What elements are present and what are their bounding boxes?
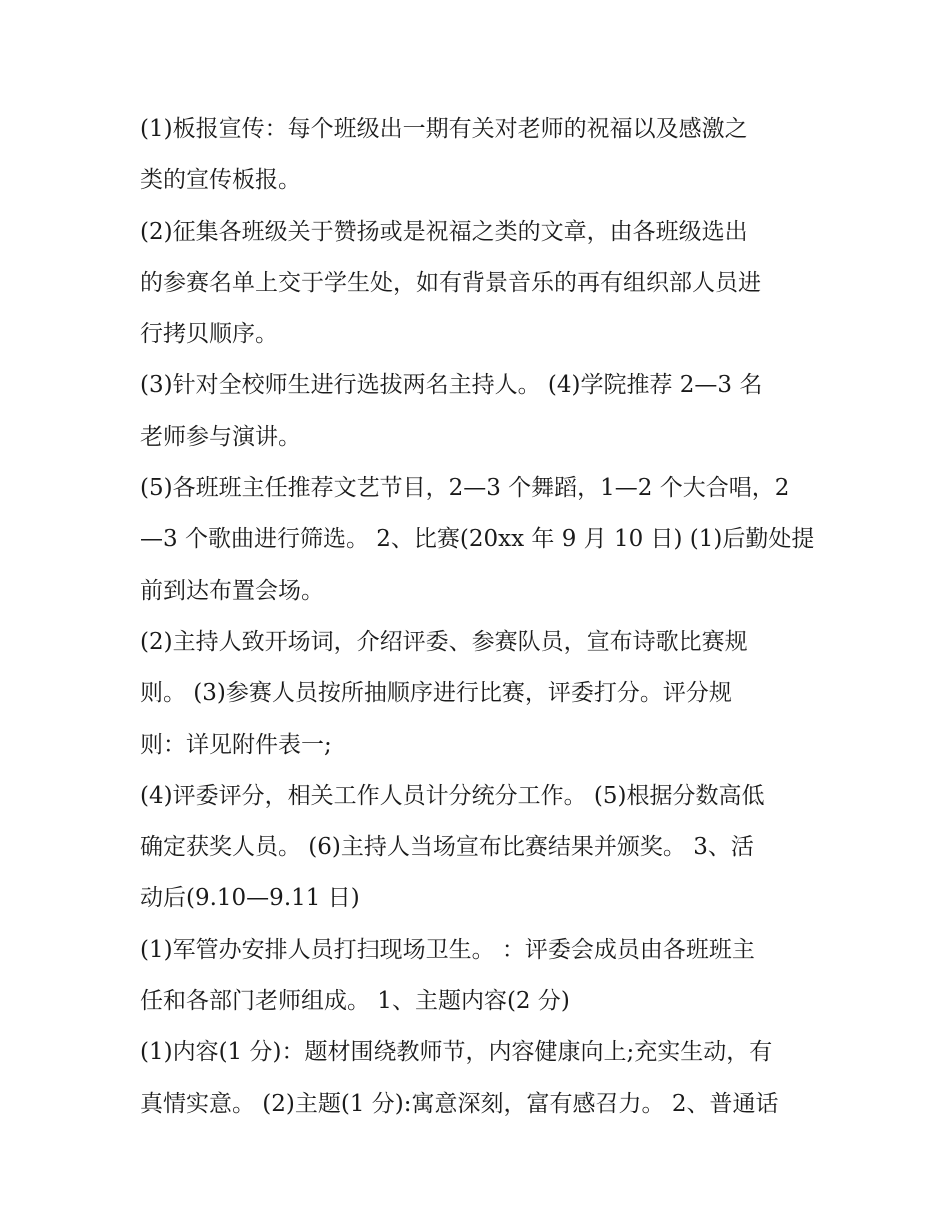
text-line: 类的宣传板报。	[140, 167, 301, 194]
text-line: 真情实意。 (2)主题(1 分):寓意深刻，富有感召力。 2、普通话	[140, 1090, 779, 1117]
text-line: (1)内容(1 分)：题材围绕教师节，内容健康向上;充实生动，有	[140, 1039, 773, 1066]
text-line: (5)各班班主任推荐文艺节目，2—3 个舞蹈，1—2 个大合唱，2	[140, 475, 790, 502]
text-line: 行拷贝顺序。	[140, 321, 278, 348]
text-line: 则。 (3)参赛人员按所抽顺序进行比赛，评委打分。评分规	[140, 680, 732, 707]
text-line: (3)针对全校师生进行选拔两名主持人。 (4)学院推荐 2—3 名	[140, 372, 763, 399]
body-text	[140, 104, 820, 1130]
text-line: (1)军管办安排人员打扫现场卫生。 ：评委会成员由各班班主	[140, 936, 755, 963]
text-line: 任和各部门老师组成。 1、主题内容(2 分)	[140, 988, 570, 1015]
text-line: 动后(9.10—9.11 日)	[140, 885, 360, 912]
text-line: —3 个歌曲进行筛选。 2、比赛(20xx 年 9 月 10 日) (1)后勤处提	[140, 526, 815, 553]
text-line: (1)板报宣传：每个班级出一期有关对老师的祝福以及感激之	[140, 116, 748, 142]
text-line: 老师参与演讲。	[140, 423, 301, 450]
text-line: (2)主持人致开场词，介绍评委、参赛队员，宣布诗歌比赛规	[140, 628, 748, 655]
text-line: (2)征集各班级关于赞扬或是祝福之类的文章，由各班级选出	[140, 218, 748, 245]
text-line: (4)评委评分，相关工作人员计分统分工作。 (5)根据分数高低	[140, 782, 765, 809]
text-line: 则：详见附件表一;	[140, 731, 332, 758]
text-line: 前到达布置会场。	[140, 577, 324, 604]
text-line: 确定获奖人员。 (6)主持人当场宣布比赛结果并颁奖。 3、活	[140, 834, 754, 861]
text-line: 的参赛名单上交于学生处，如有背景音乐的再有组织部人员进	[140, 269, 761, 296]
